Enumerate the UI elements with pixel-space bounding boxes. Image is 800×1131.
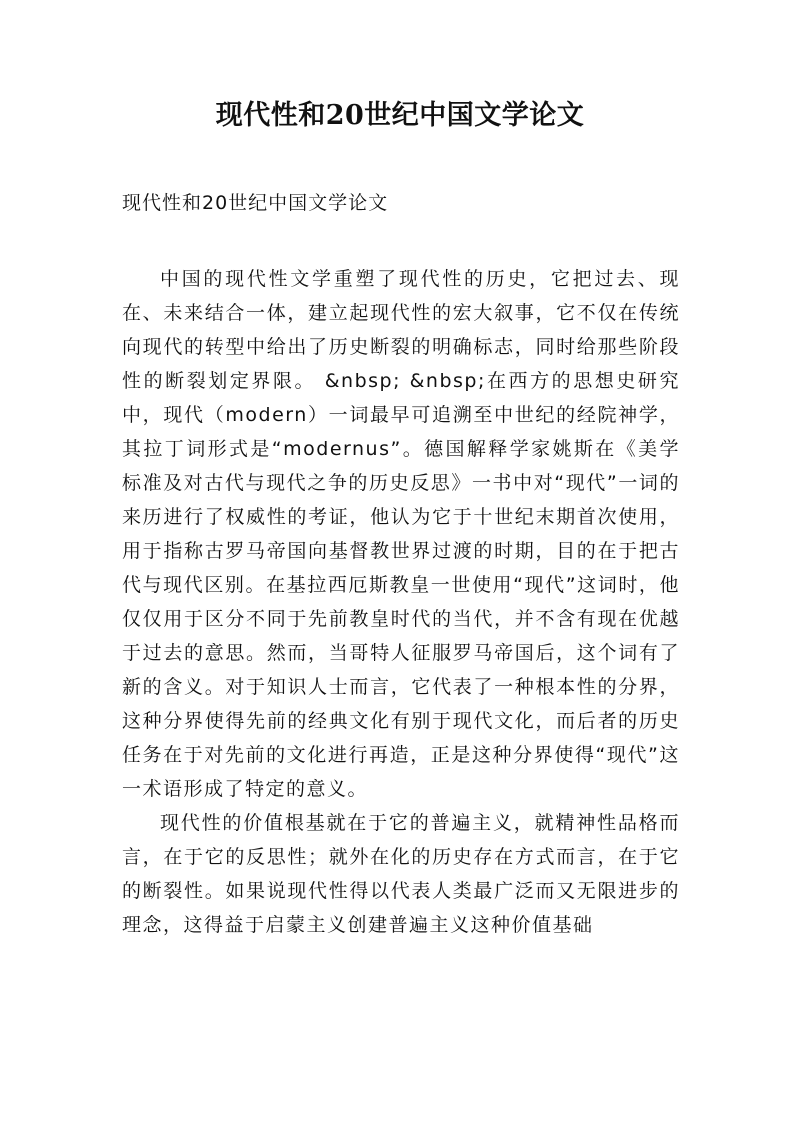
document-subtitle: 现代性和20世纪中国文学论文 (122, 192, 389, 214)
document-body (122, 262, 680, 1122)
body-paragraph: 中国的现代性文学重塑了现代性的历史，它把过去、现在、未来结合一体，建立起现代性的宏大叙事，它不仅在传统向现代的转型中给出了历史断裂的明确标志，同时给那些阶段性的断裂划定界限。 &nbsp; &nbsp;在西方的思想史研究中，现代（modern）一词最早可追溯至中世纪的经院神学，其拉丁词形式是“modernus”。德国解释学家姚斯在《美学标准及对古代与现代之争的历史反思》一书中对“现代”一词的来历进行了权威性的考证，他认为它于十世纪末期首次使用，用于指称古罗马帝国向基督教世界过渡的时期，目的在于把古代与现代区别。在基拉西厄斯教皇一世使用“现代”这词时，他仅仅用于区分不同于先前教皇时代的当代，并不含有现在优越于过去的意思。然而，当哥特人征服罗马帝国后，这个词有了新的含义。对于知识人士而言，它代表了一种根本性的分界，这种分界使得先前的经典文化有别于现代文化，而后者的历史任务在于对先前的文化进行再造，正是这种分界使得“现代”这一术语形成了特定的意义。 (122, 268, 680, 800)
document-title: 现代性和20世纪中国文学论文 (215, 100, 585, 131)
body-paragraph: 现代性的价值根基就在于它的普遍主义，就精神性品格而言，在于它的反思性；就外在化的历史存在方式而言，在于它的断裂性。如果说现代性得以代表人类最广泛而又无限进步的理念，这得益于启蒙主义创建普遍主义这种价值基础 (122, 812, 680, 936)
